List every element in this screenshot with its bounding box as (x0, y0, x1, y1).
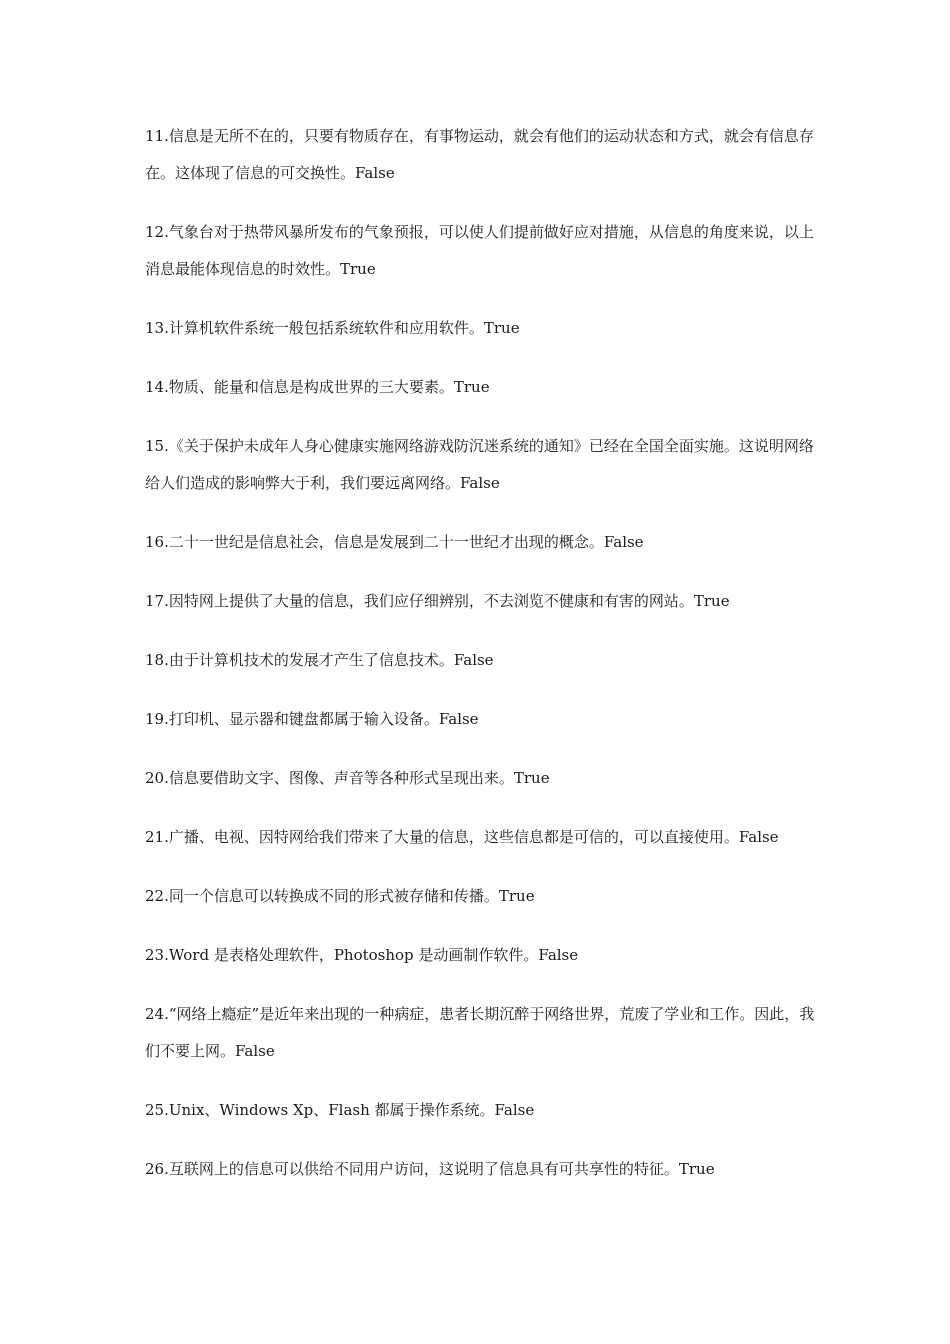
question-item-14: 14.物质、能量和信息是构成世界的三大要素。True (145, 378, 490, 396)
question-item-15: 15.《关于保护未成年人身心健康实施网络游戏防沉迷系统的通知》已经在全国全面实施。这说明网络给人们造成的影响弊大于利，我们要远离网络。False (145, 437, 814, 492)
question-item-20: 20.信息要借助文字、图像、声音等各种形式呈现出来。True (145, 769, 550, 787)
question-item-25: 25.Unix、Windows Xp、Flash 都属于操作系统。False (145, 1101, 535, 1119)
question-item-26: 26.互联网上的信息可以供给不同用户访问，这说明了信息具有可共享性的特征。True (145, 1160, 715, 1178)
question-item-23: 23.Word 是表格处理软件，Photoshop 是动画制作软件。False (145, 946, 579, 964)
question-item-18: 18.由于计算机技术的发展才产生了信息技术。False (145, 651, 494, 669)
question-item-13: 13.计算机软件系统一般包括系统软件和应用软件。True (145, 319, 520, 337)
question-item-11: 11.信息是无所不在的，只要有物质存在，有事物运动，就会有他们的运动状态和方式，就会有信息存在。这体现了信息的可交换性。False (145, 127, 814, 182)
question-item-17: 17.因特网上提供了大量的信息，我们应仔细辨别，不去浏览不健康和有害的网站。True (145, 592, 730, 610)
question-item-21: 21.广播、电视、因特网给我们带来了大量的信息，这些信息都是可信的，可以直接使用。False (145, 828, 779, 846)
true-false-question-list (145, 118, 820, 1210)
question-item-24: 24.“网络上瘾症”是近年来出现的一种病症，患者长期沉醉于网络世界，荒废了学业和工作。因此，我们不要上网。False (145, 1005, 815, 1060)
question-item-19: 19.打印机、显示器和键盘都属于输入设备。False (145, 710, 479, 728)
question-item-12: 12.气象台对于热带风暴所发布的气象预报，可以使人们提前做好应对措施，从信息的角度来说，以上消息最能体现信息的时效性。True (145, 223, 814, 278)
question-item-16: 16.二十一世纪是信息社会，信息是发展到二十一世纪才出现的概念。False (145, 533, 644, 551)
question-item-22: 22.同一个信息可以转换成不同的形式被存储和传播。True (145, 887, 535, 905)
